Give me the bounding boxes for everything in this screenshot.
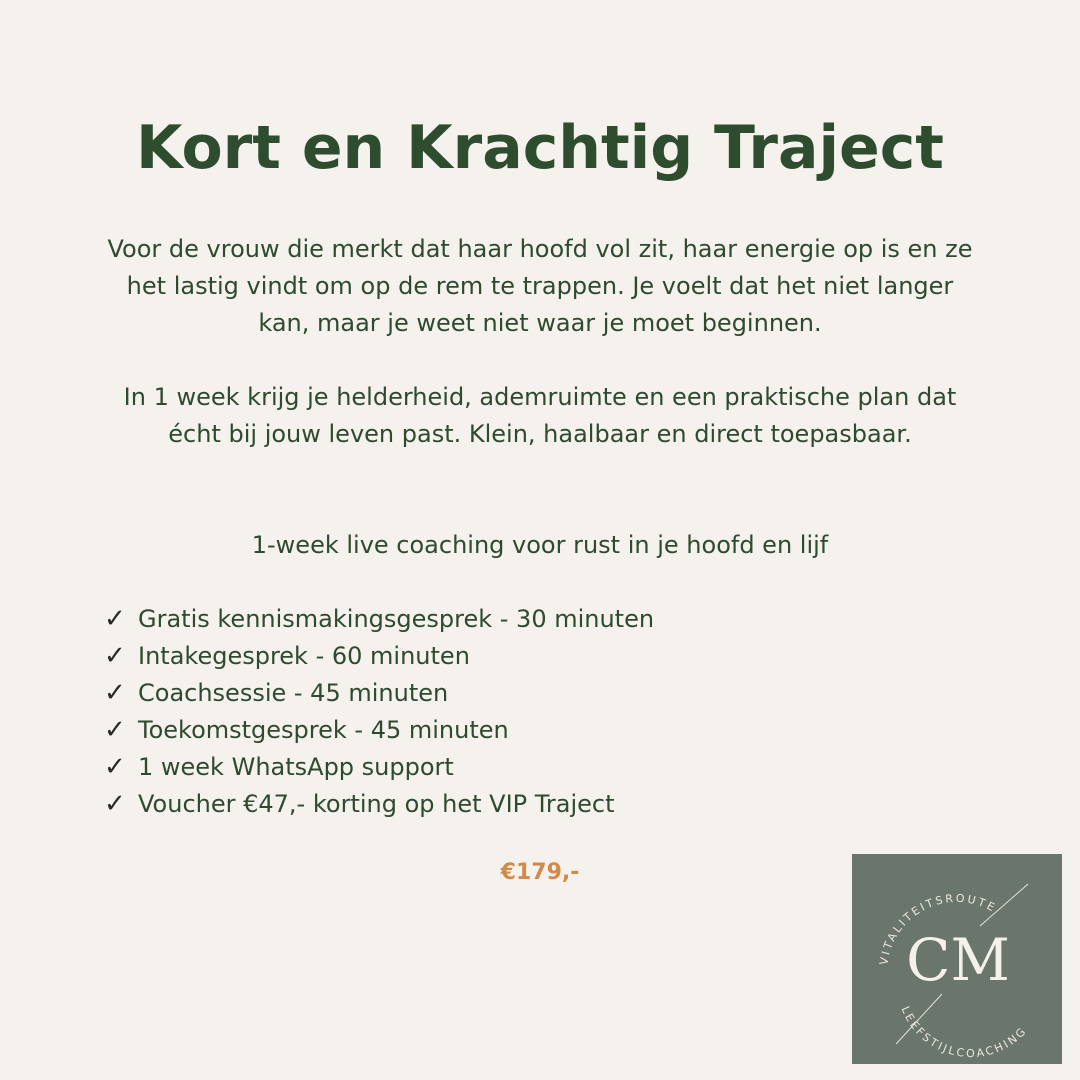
feature-list (104, 601, 654, 823)
logo-emblem (852, 854, 1062, 1064)
brand-logo (852, 854, 1062, 1064)
subtitle-text: 1-week live coaching voor rust in je hoofd en lijf (251, 531, 829, 559)
price-label: €179,- (500, 860, 580, 885)
page-title: Kort en Krachtig Traject (136, 113, 944, 183)
check-icon: ✓ (104, 752, 126, 782)
list-item (104, 638, 654, 675)
check-icon: ✓ (104, 641, 126, 671)
list-item-label: Toekomstgesprek - 45 minuten (138, 716, 509, 744)
check-icon: ✓ (104, 678, 126, 708)
logo-arc-bottom: LEEFSTIJLCOACHING (898, 1004, 1030, 1061)
list-item (104, 749, 654, 786)
intro-text: Voor de vrouw die merkt dat haar hoofd vol zit, haar energie op is en ze het lastig vindt om op de rem te trappen. Je voelt dat het niet langer kan, maar je weet niet waar je moet beginnen. (107, 235, 973, 337)
logo-monogram: CM (906, 926, 1010, 994)
list-item (104, 675, 654, 712)
logo-arc-top: VITALITEITSROUTE (877, 891, 999, 966)
list-item-label: Gratis kennismakingsgesprek - 30 minuten (138, 605, 655, 633)
list-item (104, 712, 654, 749)
check-icon: ✓ (104, 604, 126, 634)
list-item-label: 1 week WhatsApp support (138, 753, 454, 781)
check-icon: ✓ (104, 715, 126, 745)
list-item (104, 601, 654, 638)
list-item (104, 786, 654, 823)
list-item-label: Intakegesprek - 60 minuten (138, 642, 470, 670)
logo-divider-right (980, 884, 1028, 926)
list-item-label: Coachsessie - 45 minuten (138, 679, 449, 707)
list-item-label: Voucher €47,- korting op het VIP Traject (138, 790, 615, 818)
promise-text: In 1 week krijg je helderheid, ademruimte en een praktische plan dat écht bij jouw leven past. Klein, haalbaar en direct toepasbaar. (123, 383, 957, 448)
check-icon: ✓ (104, 789, 126, 819)
